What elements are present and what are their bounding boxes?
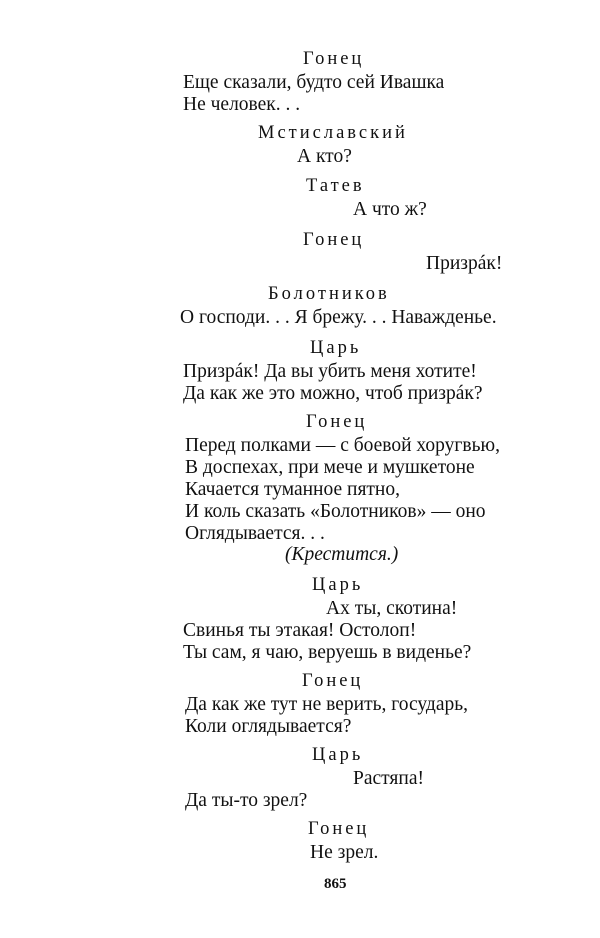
verse-line: Не зрел. bbox=[310, 842, 379, 863]
speaker-name: Гонец bbox=[306, 412, 368, 432]
verse-line: Коли оглядывается? bbox=[185, 716, 352, 737]
verse-line: Свинья ты этакая! Остолоп! bbox=[183, 620, 417, 641]
verse-line: Да как же тут не верить, государь, bbox=[185, 694, 468, 715]
page-number: 865 bbox=[324, 876, 347, 892]
verse-line: Оглядывается. . . bbox=[185, 523, 325, 544]
verse-line: А что ж? bbox=[353, 199, 427, 220]
verse-line: Перед полками — с боевой хоругвью, bbox=[185, 435, 500, 456]
verse-line: О господи. . . Я брежу. . . Наважденье. bbox=[180, 307, 497, 328]
verse-line: В доспехах, при мече и мушкетоне bbox=[185, 457, 475, 478]
verse-line: Призрáк! bbox=[426, 253, 503, 274]
speaker-name: Мстиславский bbox=[258, 123, 408, 143]
verse-line: Да как же это можно, чтоб призрáк? bbox=[183, 383, 483, 404]
speaker-name: Гонец bbox=[303, 230, 365, 250]
speaker-name: Гонец bbox=[308, 819, 370, 839]
speaker-name: Гонец bbox=[303, 49, 365, 69]
verse-line: Да ты-то зрел? bbox=[185, 790, 308, 811]
speaker-name: Гонец bbox=[302, 671, 364, 691]
verse-line: Растяпа! bbox=[353, 768, 424, 789]
verse-line: И коль сказать «Болотников» — оно bbox=[185, 501, 486, 522]
verse-line: Призрáк! Да вы убить меня хотите! bbox=[183, 361, 477, 382]
verse-line: Ты сам, я чаю, веруешь в виденье? bbox=[183, 642, 472, 663]
speaker-name: Царь bbox=[310, 338, 362, 358]
verse-line: Качается туманное пятно, bbox=[185, 479, 400, 500]
speaker-name: Татев bbox=[306, 176, 365, 196]
speaker-name: Царь bbox=[312, 575, 364, 595]
speaker-name: Царь bbox=[312, 745, 364, 765]
verse-line: Не человек. . . bbox=[183, 94, 301, 115]
verse-line: А кто? bbox=[297, 146, 352, 167]
speaker-name: Болотников bbox=[268, 284, 390, 304]
stage-direction: (Крестится.) bbox=[285, 544, 399, 565]
verse-line: Еще сказали, будто сей Ивашка bbox=[183, 72, 445, 93]
verse-line: Ах ты, скотина! bbox=[326, 598, 458, 619]
